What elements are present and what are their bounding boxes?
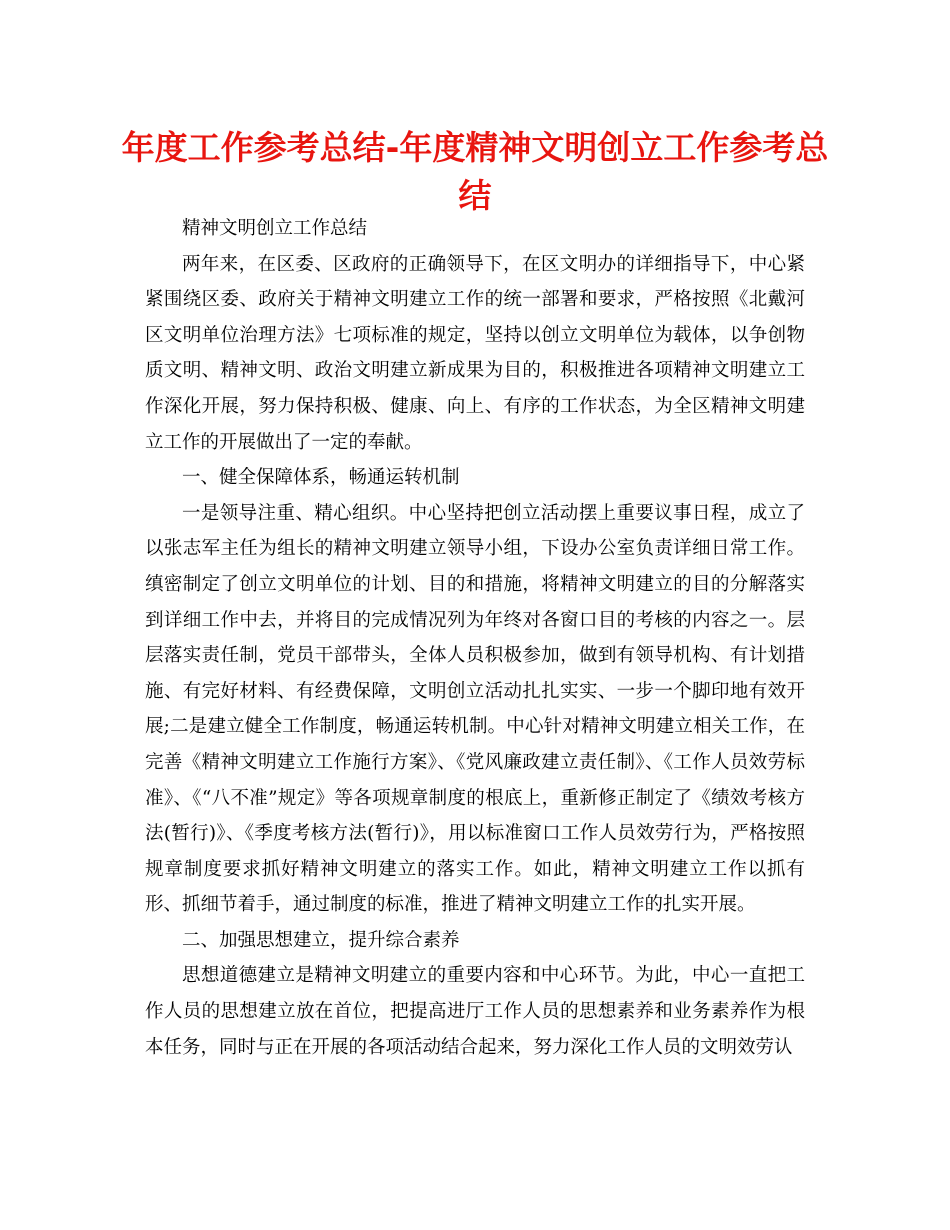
document-body bbox=[145, 211, 805, 1065]
body-paragraph-2: 思想道德建立是精神文明建立的重要内容和中心环节。为此，中心一直把工作人员的思想建立放在首位，把提高进厅工作人员的思想素养和业务素养作为根本任务，同时与正在开展的各项活动结合起来，努力深化工作人员的文明效劳认 bbox=[145, 965, 805, 1058]
document-title: 年度工作参考总结-年度精神文明创立工作参考总结 bbox=[121, 128, 829, 215]
section-subtitle: 精神文明创立工作总结 bbox=[182, 218, 368, 239]
body-paragraph-1: 一是领导注重、精心组织。中心坚持把创立活动摆上重要议事日程，成立了以张志军主任为组长的精神文明建立领导小组，下设办公室负责详细日常工作。缜密制定了创立文明单位的计划、目的和措施，将精神文明建立的目的分解落实到详细工作中去，并将目的完成情况列为年终对各窗口目的考核的内容之一。层层落实责任制，党员干部带头，全体人员积极参加，做到有领导机构、有计划措施、有完好材料、有经费保障，文明创立活动扎扎实实、一步一个脚印地有效开展;二是建立健全工作制度，畅通运转机制。中心针对精神文明建立相关工作，在完善《精神文明建立工作施行方案》、《党风廉政建立责任制》、《工作人员效劳标准》、《“八不准”规定》等各项规章制度的根底上，重新修正制定了《绩效考核方法(暂行)》、《季度考核方法(暂行)》，用以标准窗口工作人员效劳行为，严格按照规章制度要求抓好精神文明建立的落实工作。如此，精神文明建立工作以抓有形、抓细节着手，通过制度的标准，推进了精神文明建立工作的扎实开展。 bbox=[145, 502, 805, 916]
section-heading-1: 一、健全保障体系，畅通运转机制 bbox=[182, 467, 460, 489]
section-heading-2: 二、加强思想建立，提升综合素养 bbox=[182, 929, 460, 951]
intro-paragraph: 两年来，在区委、区政府的正确领导下，在区文明办的详细指导下，中心紧紧围绕区委、政府关于精神文明建立工作的统一部署和要求，严格按照《北戴河区文明单位治理方法》七项标准的规定，坚持以创立文明单位为载体，以争创物质文明、精神文明、政治文明建立新成果为目的，积极推进各项精神文明建立工作深化开展，努力保持积极、健康、向上、有序的工作状态，为全区精神文明建立工作的开展做出了一定的奉献。 bbox=[145, 253, 805, 453]
